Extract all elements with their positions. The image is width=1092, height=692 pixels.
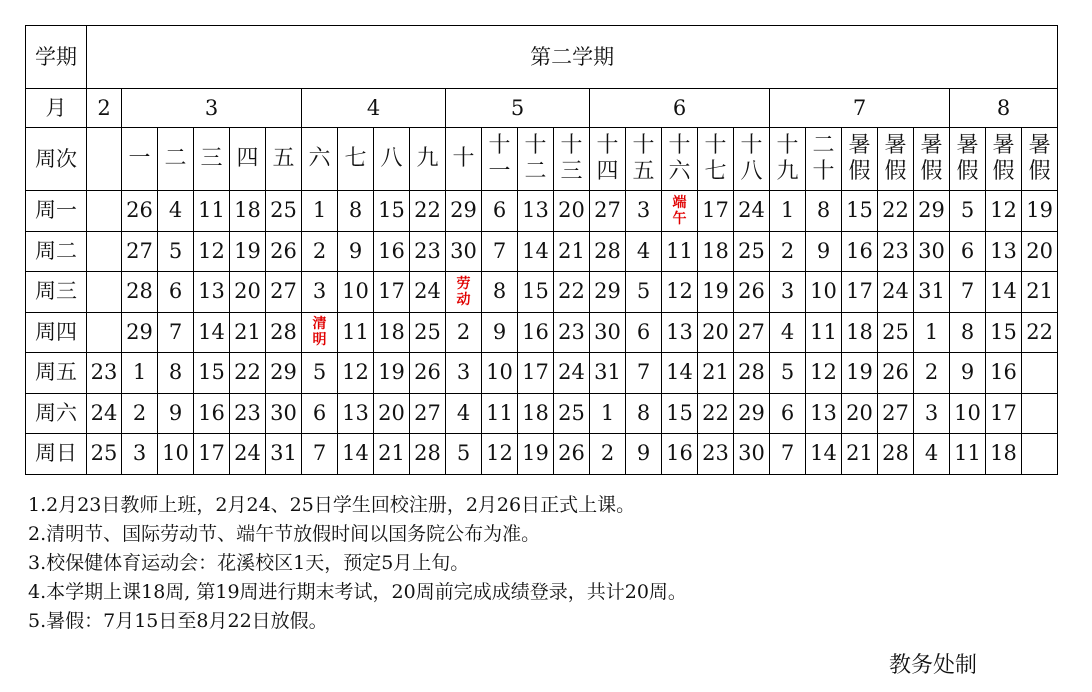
date-cell: 14 — [662, 353, 698, 394]
date-cell: 14 — [194, 312, 230, 353]
date-cell: 27 — [122, 231, 158, 272]
date-cell: 10 — [806, 272, 842, 313]
month-cell: 4 — [302, 89, 446, 128]
school-calendar-table — [25, 25, 1092, 475]
day-row — [26, 393, 1092, 434]
date-cell: 28 — [410, 434, 446, 475]
date-cell: 9 — [950, 353, 986, 394]
week-cell — [590, 128, 626, 191]
holiday-label: 劳动 — [456, 275, 471, 308]
date-cell: 25 — [878, 312, 914, 353]
week-char: 九 — [776, 159, 799, 184]
week-char: 假 — [848, 159, 871, 184]
date-cell: 29 — [266, 353, 302, 394]
note-item: 1.2月23日教师上班，2月24、25日学生回校注册，2月26日正式上课。 — [28, 494, 636, 516]
date-cell: 6 — [770, 393, 806, 434]
week-char: 五 — [632, 159, 655, 184]
date-cell: 11 — [950, 434, 986, 475]
date-cell: 23 — [230, 393, 266, 434]
date-cell: 16 — [518, 312, 554, 353]
day-label: 周二 — [26, 231, 87, 272]
date-cell: 12 — [338, 353, 374, 394]
date-cell: 14 — [986, 272, 1022, 313]
date-cell: 22 — [230, 353, 266, 394]
footer-signature: 教务处制 — [889, 653, 978, 678]
week-char: 十 — [740, 133, 763, 158]
date-cell: 28 — [734, 353, 770, 394]
date-cell: 28 — [590, 231, 626, 272]
week-cell — [482, 128, 518, 191]
date-cell: 31 — [914, 272, 950, 313]
date-cell: 24 — [87, 393, 122, 434]
date-cell: 19 — [230, 231, 266, 272]
date-cell: 18 — [230, 191, 266, 232]
date-cell: 31 — [266, 434, 302, 475]
date-cell — [87, 272, 122, 313]
date-cell: 13 — [194, 272, 230, 313]
date-cell: 23 — [878, 231, 914, 272]
week-cell — [698, 128, 734, 191]
date-cell: 24 — [734, 191, 770, 232]
week-char: 假 — [956, 159, 979, 184]
date-cell: 24 — [554, 353, 590, 394]
day-label: 周日 — [26, 434, 87, 475]
date-cell: 10 — [338, 272, 374, 313]
holiday-cell — [662, 191, 698, 232]
date-cell: 26 — [410, 353, 446, 394]
date-cell: 24 — [410, 272, 446, 313]
date-cell: 22 — [554, 272, 590, 313]
date-cell: 30 — [914, 231, 950, 272]
date-cell — [1022, 434, 1058, 475]
date-cell: 20 — [698, 312, 734, 353]
date-cell: 7 — [482, 231, 518, 272]
week-char: 假 — [920, 159, 943, 184]
day-row — [26, 434, 1092, 475]
week-cell — [662, 128, 698, 191]
date-cell: 6 — [626, 312, 662, 353]
date-cell: 3 — [302, 272, 338, 313]
date-cell: 9 — [482, 312, 518, 353]
date-cell: 19 — [518, 434, 554, 475]
week-char: 假 — [884, 159, 907, 184]
week-char: 六 — [668, 159, 691, 184]
date-cell: 25 — [266, 191, 302, 232]
holiday-cell — [302, 312, 338, 353]
date-cell: 17 — [698, 191, 734, 232]
date-cell: 4 — [914, 434, 950, 475]
date-cell: 8 — [626, 393, 662, 434]
date-cell: 25 — [734, 231, 770, 272]
week-cell — [986, 128, 1022, 191]
date-cell: 27 — [878, 393, 914, 434]
week-char: 假 — [1028, 159, 1051, 184]
date-cell: 29 — [122, 312, 158, 353]
date-cell: 16 — [374, 231, 410, 272]
date-cell: 12 — [662, 272, 698, 313]
week-cell — [554, 128, 590, 191]
date-cell: 18 — [842, 312, 878, 353]
date-cell: 4 — [158, 191, 194, 232]
month-cell: 3 — [122, 89, 302, 128]
date-cell: 3 — [122, 434, 158, 475]
month-cell: 8 — [950, 89, 1058, 128]
date-cell: 3 — [446, 353, 482, 394]
week-label: 周次 — [26, 128, 87, 191]
week-char: 十 — [812, 159, 835, 184]
holiday-label: 端午 — [672, 194, 687, 227]
week-char: 七 — [344, 146, 367, 171]
date-cell — [87, 312, 122, 353]
date-cell: 17 — [986, 393, 1022, 434]
date-cell: 9 — [626, 434, 662, 475]
date-cell: 30 — [590, 312, 626, 353]
date-cell: 9 — [338, 231, 374, 272]
date-cell: 27 — [266, 272, 302, 313]
date-cell: 10 — [482, 353, 518, 394]
week-cell — [446, 128, 482, 191]
date-cell: 8 — [158, 353, 194, 394]
day-label: 周三 — [26, 272, 87, 313]
date-cell: 1 — [302, 191, 338, 232]
date-cell: 3 — [626, 191, 662, 232]
date-cell: 22 — [698, 393, 734, 434]
date-cell: 5 — [446, 434, 482, 475]
week-cell — [266, 128, 302, 191]
date-cell: 3 — [914, 393, 950, 434]
date-cell: 30 — [266, 393, 302, 434]
date-cell: 15 — [374, 191, 410, 232]
date-cell: 29 — [914, 191, 950, 232]
date-cell: 5 — [950, 191, 986, 232]
week-char: 二 — [812, 133, 835, 158]
date-cell: 17 — [518, 353, 554, 394]
date-cell — [87, 231, 122, 272]
date-cell: 11 — [806, 312, 842, 353]
date-cell: 30 — [734, 434, 770, 475]
date-cell: 14 — [338, 434, 374, 475]
date-cell: 22 — [410, 191, 446, 232]
date-cell: 27 — [734, 312, 770, 353]
date-cell: 24 — [230, 434, 266, 475]
week-char: 二 — [164, 146, 187, 171]
note-item: 5.暑假：7月15日至8月22日放假。 — [28, 610, 328, 632]
date-cell: 7 — [770, 434, 806, 475]
week-char: 十 — [704, 133, 727, 158]
week-cell — [806, 128, 842, 191]
holiday-cell — [446, 272, 482, 313]
date-cell: 23 — [410, 231, 446, 272]
week-char: 十 — [596, 133, 619, 158]
week-cell — [770, 128, 806, 191]
date-cell: 15 — [986, 312, 1022, 353]
date-cell: 20 — [1022, 231, 1058, 272]
date-cell: 11 — [482, 393, 518, 434]
week-cell — [518, 128, 554, 191]
week-char: 四 — [236, 146, 259, 171]
date-cell: 2 — [770, 231, 806, 272]
week-char: 九 — [416, 146, 439, 171]
date-cell: 5 — [302, 353, 338, 394]
date-cell: 5 — [626, 272, 662, 313]
date-cell: 1 — [914, 312, 950, 353]
week-cell — [122, 128, 158, 191]
date-cell: 21 — [842, 434, 878, 475]
date-cell: 19 — [698, 272, 734, 313]
date-cell: 8 — [806, 191, 842, 232]
week-cell — [87, 128, 122, 191]
date-cell: 17 — [194, 434, 230, 475]
week-char: 暑 — [848, 133, 871, 158]
date-cell: 26 — [878, 353, 914, 394]
date-cell: 8 — [338, 191, 374, 232]
week-char: 十 — [452, 146, 475, 171]
week-char: 十 — [776, 133, 799, 158]
date-cell: 14 — [806, 434, 842, 475]
month-cell: 7 — [770, 89, 950, 128]
date-cell: 8 — [950, 312, 986, 353]
date-cell: 18 — [986, 434, 1022, 475]
date-cell: 1 — [122, 353, 158, 394]
week-char: 假 — [992, 159, 1015, 184]
date-cell: 15 — [194, 353, 230, 394]
note-item: 4.本学期上课18周, 第19周进行期末考试，20周前完成成绩登录，共计20周。 — [28, 581, 687, 603]
date-cell: 2 — [302, 231, 338, 272]
date-cell: 28 — [122, 272, 158, 313]
date-cell: 16 — [662, 434, 698, 475]
date-cell: 28 — [878, 434, 914, 475]
date-cell: 26 — [122, 191, 158, 232]
date-cell: 16 — [194, 393, 230, 434]
date-cell: 27 — [410, 393, 446, 434]
month-row — [26, 89, 1092, 128]
term-row — [26, 26, 1092, 89]
date-cell: 20 — [230, 272, 266, 313]
day-row — [26, 353, 1092, 394]
week-cell — [194, 128, 230, 191]
day-row — [26, 312, 1092, 353]
date-cell: 12 — [194, 231, 230, 272]
date-cell: 23 — [87, 353, 122, 394]
week-char: 暑 — [884, 133, 907, 158]
week-char: 七 — [704, 159, 727, 184]
week-cell — [734, 128, 770, 191]
week-char: 暑 — [992, 133, 1015, 158]
week-cell — [914, 128, 950, 191]
week-char: 三 — [200, 146, 223, 171]
date-cell: 21 — [230, 312, 266, 353]
date-cell: 21 — [1022, 272, 1058, 313]
day-label: 周四 — [26, 312, 87, 353]
date-cell: 30 — [446, 231, 482, 272]
day-label: 周一 — [26, 191, 87, 232]
date-cell: 9 — [158, 393, 194, 434]
date-cell: 24 — [878, 272, 914, 313]
date-cell: 11 — [662, 231, 698, 272]
date-cell: 19 — [842, 353, 878, 394]
week-cell — [230, 128, 266, 191]
date-cell: 1 — [590, 393, 626, 434]
date-cell: 12 — [482, 434, 518, 475]
date-cell: 17 — [374, 272, 410, 313]
week-cell — [338, 128, 374, 191]
week-cell — [950, 128, 986, 191]
date-cell: 9 — [806, 231, 842, 272]
month-cell: 2 — [87, 89, 122, 128]
note-item: 3.校保健体育运动会：花溪校区1天，预定5月上旬。 — [28, 552, 470, 574]
date-cell: 6 — [302, 393, 338, 434]
week-cell — [842, 128, 878, 191]
date-cell: 14 — [518, 231, 554, 272]
day-row — [26, 191, 1092, 232]
date-cell — [1022, 393, 1058, 434]
day-row — [26, 272, 1092, 313]
day-row — [26, 231, 1092, 272]
date-cell: 12 — [986, 191, 1022, 232]
date-cell: 20 — [842, 393, 878, 434]
date-cell: 25 — [554, 393, 590, 434]
date-cell: 22 — [1022, 312, 1058, 353]
note-item: 2.清明节、国际劳动节、端午节放假时间以国务院公布为准。 — [28, 523, 541, 545]
week-char: 暑 — [920, 133, 943, 158]
date-cell: 31 — [590, 353, 626, 394]
week-cell — [374, 128, 410, 191]
month-cell: 6 — [590, 89, 770, 128]
week-char: 暑 — [1028, 133, 1051, 158]
week-char: 暑 — [956, 133, 979, 158]
date-cell: 13 — [986, 231, 1022, 272]
date-cell: 13 — [338, 393, 374, 434]
month-label: 月 — [26, 89, 87, 128]
month-cell: 5 — [446, 89, 590, 128]
date-cell: 18 — [698, 231, 734, 272]
week-char: 四 — [596, 159, 619, 184]
date-cell: 6 — [158, 272, 194, 313]
week-char: 八 — [740, 159, 763, 184]
week-char: 六 — [308, 146, 331, 171]
date-cell: 7 — [302, 434, 338, 475]
date-cell: 25 — [410, 312, 446, 353]
holiday-label: 清明 — [312, 316, 327, 349]
date-cell: 28 — [266, 312, 302, 353]
week-char: 五 — [272, 146, 295, 171]
week-cell — [158, 128, 194, 191]
day-label: 周五 — [26, 353, 87, 394]
week-cell — [878, 128, 914, 191]
date-cell: 21 — [698, 353, 734, 394]
date-cell: 16 — [986, 353, 1022, 394]
day-label: 周六 — [26, 393, 87, 434]
date-cell: 29 — [734, 393, 770, 434]
week-cell — [626, 128, 662, 191]
date-cell: 2 — [122, 393, 158, 434]
date-cell: 29 — [446, 191, 482, 232]
date-cell: 15 — [842, 191, 878, 232]
week-cell — [410, 128, 446, 191]
week-char: 十 — [632, 133, 655, 158]
date-cell: 3 — [770, 272, 806, 313]
week-char: 一 — [488, 159, 511, 184]
week-char: 二 — [524, 159, 547, 184]
date-cell: 19 — [1022, 191, 1058, 232]
date-cell: 18 — [374, 312, 410, 353]
date-cell: 13 — [662, 312, 698, 353]
date-cell: 23 — [554, 312, 590, 353]
term-name: 第二学期 — [87, 26, 1058, 89]
date-cell: 23 — [698, 434, 734, 475]
date-cell: 11 — [194, 191, 230, 232]
week-row — [26, 128, 1092, 191]
date-cell: 16 — [842, 231, 878, 272]
date-cell: 26 — [266, 231, 302, 272]
date-cell: 5 — [158, 231, 194, 272]
date-cell: 21 — [374, 434, 410, 475]
date-cell: 21 — [554, 231, 590, 272]
date-cell: 13 — [518, 191, 554, 232]
date-cell: 17 — [842, 272, 878, 313]
date-cell: 18 — [518, 393, 554, 434]
date-cell: 19 — [374, 353, 410, 394]
date-cell: 22 — [878, 191, 914, 232]
date-cell: 5 — [770, 353, 806, 394]
date-cell — [1022, 353, 1058, 394]
date-cell: 4 — [446, 393, 482, 434]
date-cell: 20 — [374, 393, 410, 434]
week-char: 八 — [380, 146, 403, 171]
week-char: 十 — [560, 133, 583, 158]
notes-list — [28, 491, 687, 636]
date-cell: 26 — [734, 272, 770, 313]
date-cell — [87, 191, 122, 232]
date-cell: 6 — [950, 231, 986, 272]
week-char: 十 — [668, 133, 691, 158]
date-cell: 25 — [87, 434, 122, 475]
date-cell: 7 — [158, 312, 194, 353]
date-cell: 2 — [914, 353, 950, 394]
week-char: 十 — [524, 133, 547, 158]
date-cell: 12 — [806, 353, 842, 394]
date-cell: 10 — [950, 393, 986, 434]
date-cell: 13 — [806, 393, 842, 434]
date-cell: 4 — [770, 312, 806, 353]
date-cell: 10 — [158, 434, 194, 475]
date-cell: 15 — [662, 393, 698, 434]
date-cell: 4 — [626, 231, 662, 272]
week-cell — [1022, 128, 1058, 191]
date-cell: 1 — [770, 191, 806, 232]
week-char: 三 — [560, 159, 583, 184]
date-cell: 15 — [518, 272, 554, 313]
date-cell: 7 — [950, 272, 986, 313]
date-cell: 2 — [446, 312, 482, 353]
date-cell: 11 — [338, 312, 374, 353]
term-label: 学期 — [26, 26, 87, 89]
week-cell — [302, 128, 338, 191]
date-cell: 2 — [590, 434, 626, 475]
date-cell: 20 — [554, 191, 590, 232]
week-char: 十 — [488, 133, 511, 158]
date-cell: 7 — [626, 353, 662, 394]
date-cell: 6 — [482, 191, 518, 232]
date-cell: 27 — [590, 191, 626, 232]
date-cell: 8 — [482, 272, 518, 313]
week-char: 一 — [128, 146, 151, 171]
date-cell: 29 — [590, 272, 626, 313]
date-cell: 26 — [554, 434, 590, 475]
